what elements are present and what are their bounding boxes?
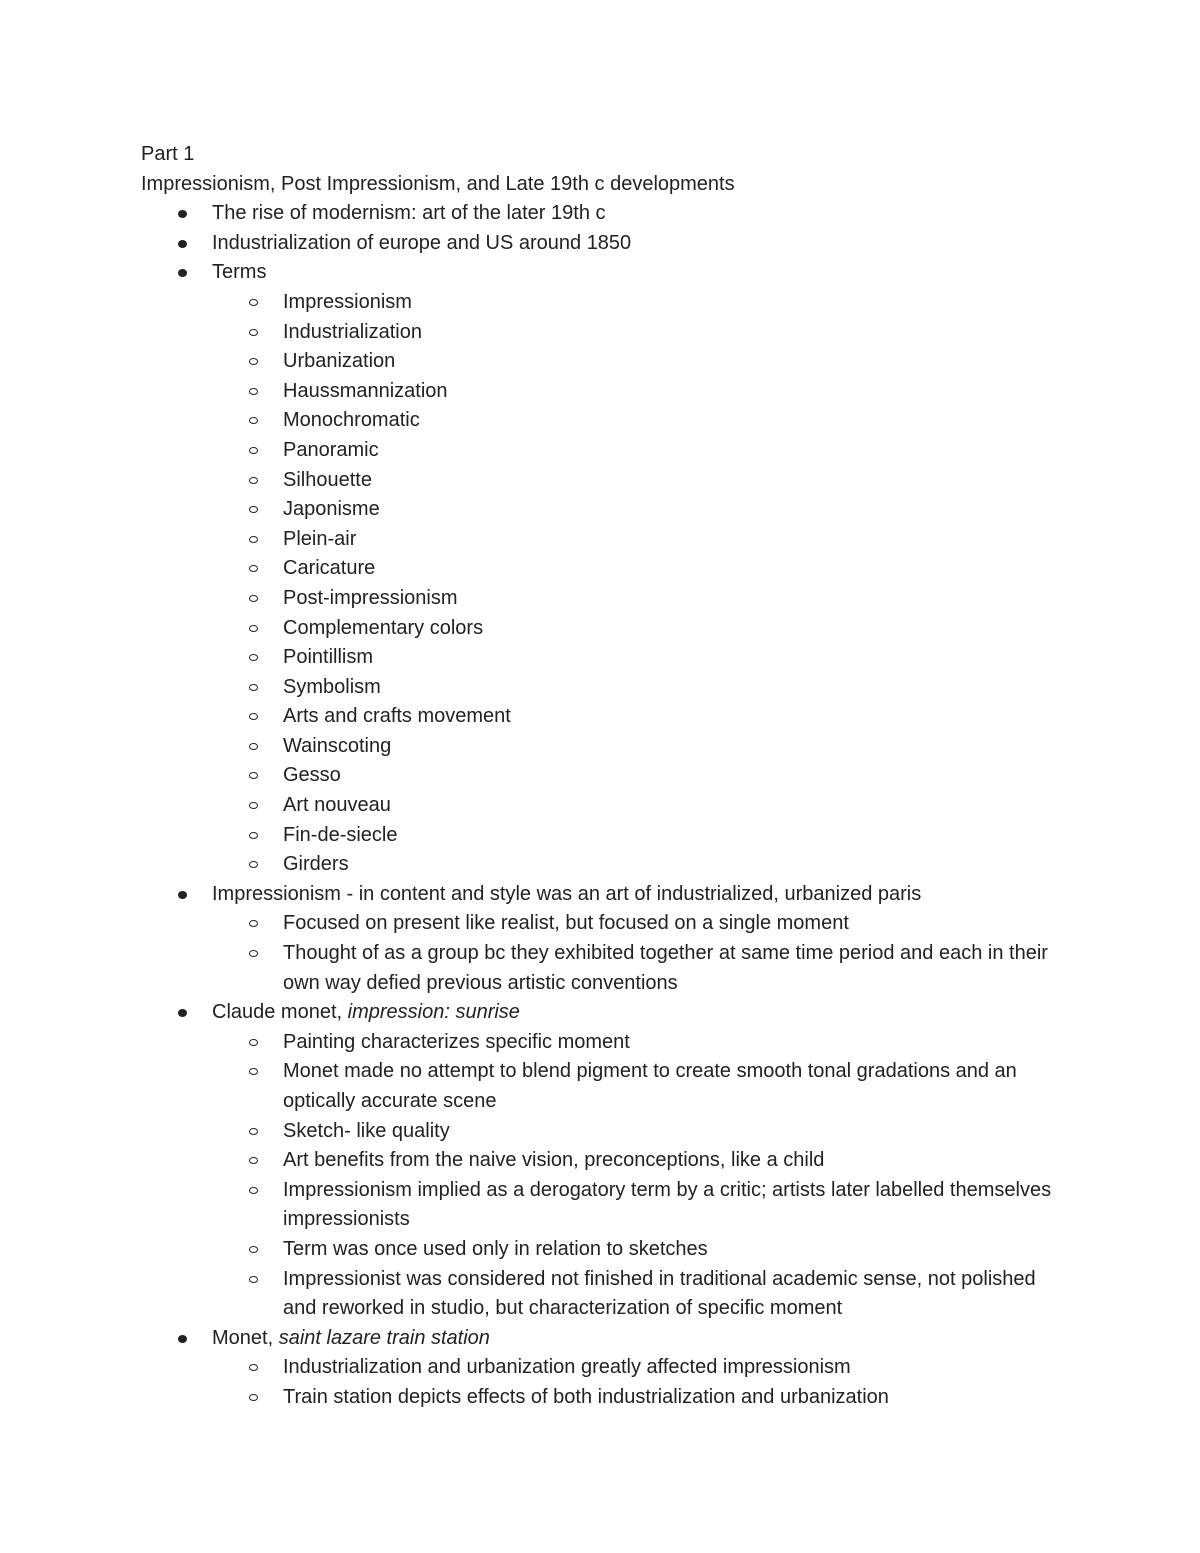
bullet-circle-icon (249, 861, 258, 868)
bullet-circle-icon (249, 1068, 258, 1075)
bullet-text: Terms (212, 261, 267, 284)
artwork-title: saint lazare train station (278, 1326, 490, 1349)
bullet-circle-icon (249, 832, 258, 839)
bullet-circle-icon (249, 802, 258, 809)
bullet-circle-icon (249, 506, 258, 513)
list-item (212, 909, 1071, 939)
sub-text: Painting characterizes specific moment (283, 1030, 630, 1053)
list-item (141, 229, 1071, 259)
bullet-circle-icon (249, 388, 258, 395)
bullet-text: Impressionism - in content and style was an art of industrialized, urbanized paris (212, 882, 922, 905)
bullet-disc-icon (178, 210, 187, 218)
sub-text: Industrialization and urbanization greatly affected impressionism (283, 1356, 851, 1379)
list-item (212, 377, 1071, 407)
sub-text: Thought of as a group bc they exhibited together at same time period and each in their own way defied previous artistic conventions (283, 942, 1048, 994)
bullet-circle-icon (249, 684, 258, 691)
sub-text: Focused on present like realist, but focused on a single moment (283, 912, 849, 935)
list-item (212, 702, 1071, 732)
term-text: Monochromatic (283, 409, 420, 432)
term-text: Japonisme (283, 498, 380, 521)
list-item (141, 1324, 1071, 1413)
list-item (212, 554, 1071, 584)
term-text: Caricature (283, 557, 376, 580)
list-item (141, 880, 1071, 998)
list-item (212, 791, 1071, 821)
term-text: Pointillism (283, 646, 374, 669)
bullet-disc-icon (178, 240, 187, 248)
term-text: Wainscoting (283, 734, 392, 757)
list-item (212, 525, 1071, 555)
list-item (212, 1146, 1071, 1176)
list-item (141, 258, 1071, 879)
bullet-circle-icon (249, 329, 258, 336)
list-item (141, 199, 1071, 229)
bullet-circle-icon (249, 1128, 258, 1135)
list-item (212, 939, 1071, 998)
sub-text: Impressionist was considered not finished in traditional academic sense, not polished and reworked in studio, but characterization of specific moment (283, 1267, 1036, 1320)
bullet-circle-icon (249, 417, 258, 424)
sub-list (212, 1353, 1071, 1412)
sub-list (212, 1028, 1071, 1324)
sub-text: Impressionism implied as a derogatory term by a critic; artists later labelled themselves impressionists (283, 1178, 1052, 1231)
term-text: Symbolism (283, 675, 381, 698)
list-item (212, 761, 1071, 791)
term-text: Plein-air (283, 527, 357, 550)
list-item (141, 998, 1071, 1324)
list-item (212, 643, 1071, 673)
list-item (212, 288, 1071, 318)
list-item (212, 850, 1071, 880)
list-item (212, 821, 1071, 851)
bullet-circle-icon (249, 1394, 258, 1401)
bullet-circle-icon (249, 1157, 258, 1164)
list-item (212, 1117, 1071, 1147)
bullet-text (212, 998, 1071, 1028)
bullet-text: The rise of modernism: art of the later 19th c (212, 202, 606, 225)
bullet-prefix: Monet, (212, 1326, 279, 1349)
term-text: Industrialization (283, 320, 422, 343)
bullet-disc-icon (178, 891, 187, 899)
bullet-circle-icon (249, 447, 258, 454)
list-item (212, 318, 1071, 348)
term-text: Fin-de-siecle (283, 823, 398, 846)
bullet-circle-icon (249, 358, 258, 365)
bullet-circle-icon (249, 920, 258, 927)
list-item (212, 495, 1071, 525)
bullet-circle-icon (249, 1187, 258, 1194)
term-text: Gesso (283, 764, 341, 787)
list-item (212, 584, 1071, 614)
term-text: Impressionism (283, 290, 412, 313)
bullet-circle-icon (249, 565, 258, 572)
bullet-circle-icon (249, 1039, 258, 1046)
sub-text: Sketch- like quality (283, 1119, 450, 1142)
term-text: Haussmannization (283, 379, 448, 402)
term-text: Panoramic (283, 438, 379, 461)
part-label: Part 1 (141, 143, 195, 165)
list-item (212, 673, 1071, 703)
bullet-circle-icon (249, 713, 258, 720)
list-item (212, 1383, 1071, 1413)
bullet-circle-icon (249, 1276, 258, 1283)
sub-text: Art benefits from the naive vision, preconceptions, like a child (283, 1149, 825, 1172)
bullet-circle-icon (249, 654, 258, 661)
list-item (212, 347, 1071, 377)
list-item (212, 732, 1071, 762)
term-text: Art nouveau (283, 794, 391, 817)
list-item (212, 1353, 1071, 1383)
term-text: Girders (283, 853, 349, 876)
list-item (212, 614, 1071, 644)
artwork-title: impression: sunrise (347, 1001, 520, 1024)
section-heading: Impressionism, Post Impressionism, and Late 19th c developments (141, 172, 735, 195)
list-item (212, 436, 1071, 466)
list-item (212, 1028, 1071, 1058)
bullet-circle-icon (249, 1364, 258, 1371)
list-item (212, 466, 1071, 496)
bullet-circle-icon (249, 743, 258, 750)
bullet-circle-icon (249, 477, 258, 484)
term-text: Urbanization (283, 350, 396, 373)
bullet-disc-icon (178, 269, 187, 277)
bullet-text (212, 1324, 1071, 1354)
term-text: Silhouette (283, 468, 372, 491)
sub-text: Train station depicts effects of both industrialization and urbanization (283, 1385, 889, 1408)
bullet-disc-icon (178, 1009, 187, 1017)
bullet-circle-icon (249, 536, 258, 543)
bullet-circle-icon (249, 299, 258, 306)
list-item (212, 1235, 1071, 1265)
document-page (141, 140, 1071, 1413)
bullet-circle-icon (249, 950, 258, 957)
term-text: Arts and crafts movement (283, 705, 511, 728)
bullet-circle-icon (249, 1246, 258, 1253)
list-item (212, 1057, 1071, 1116)
list-item (212, 1176, 1071, 1235)
bullet-prefix: Claude monet, (212, 1001, 348, 1024)
term-text: Post-impressionism (283, 586, 458, 609)
bullet-circle-icon (249, 772, 258, 779)
main-bullet-list (141, 199, 1071, 1412)
list-item (212, 1265, 1071, 1324)
sub-list (212, 909, 1071, 998)
bullet-disc-icon (178, 1335, 187, 1343)
list-item (212, 406, 1071, 436)
term-text: Complementary colors (283, 616, 484, 639)
sub-text: Term was once used only in relation to sketches (283, 1237, 708, 1260)
terms-list (212, 288, 1071, 880)
bullet-text: Industrialization of europe and US around 1850 (212, 231, 632, 254)
sub-text: Monet made no attempt to blend pigment to create smooth tonal gradations and an optically accurate scene (283, 1060, 1017, 1112)
bullet-circle-icon (249, 625, 258, 632)
bullet-circle-icon (249, 595, 258, 602)
